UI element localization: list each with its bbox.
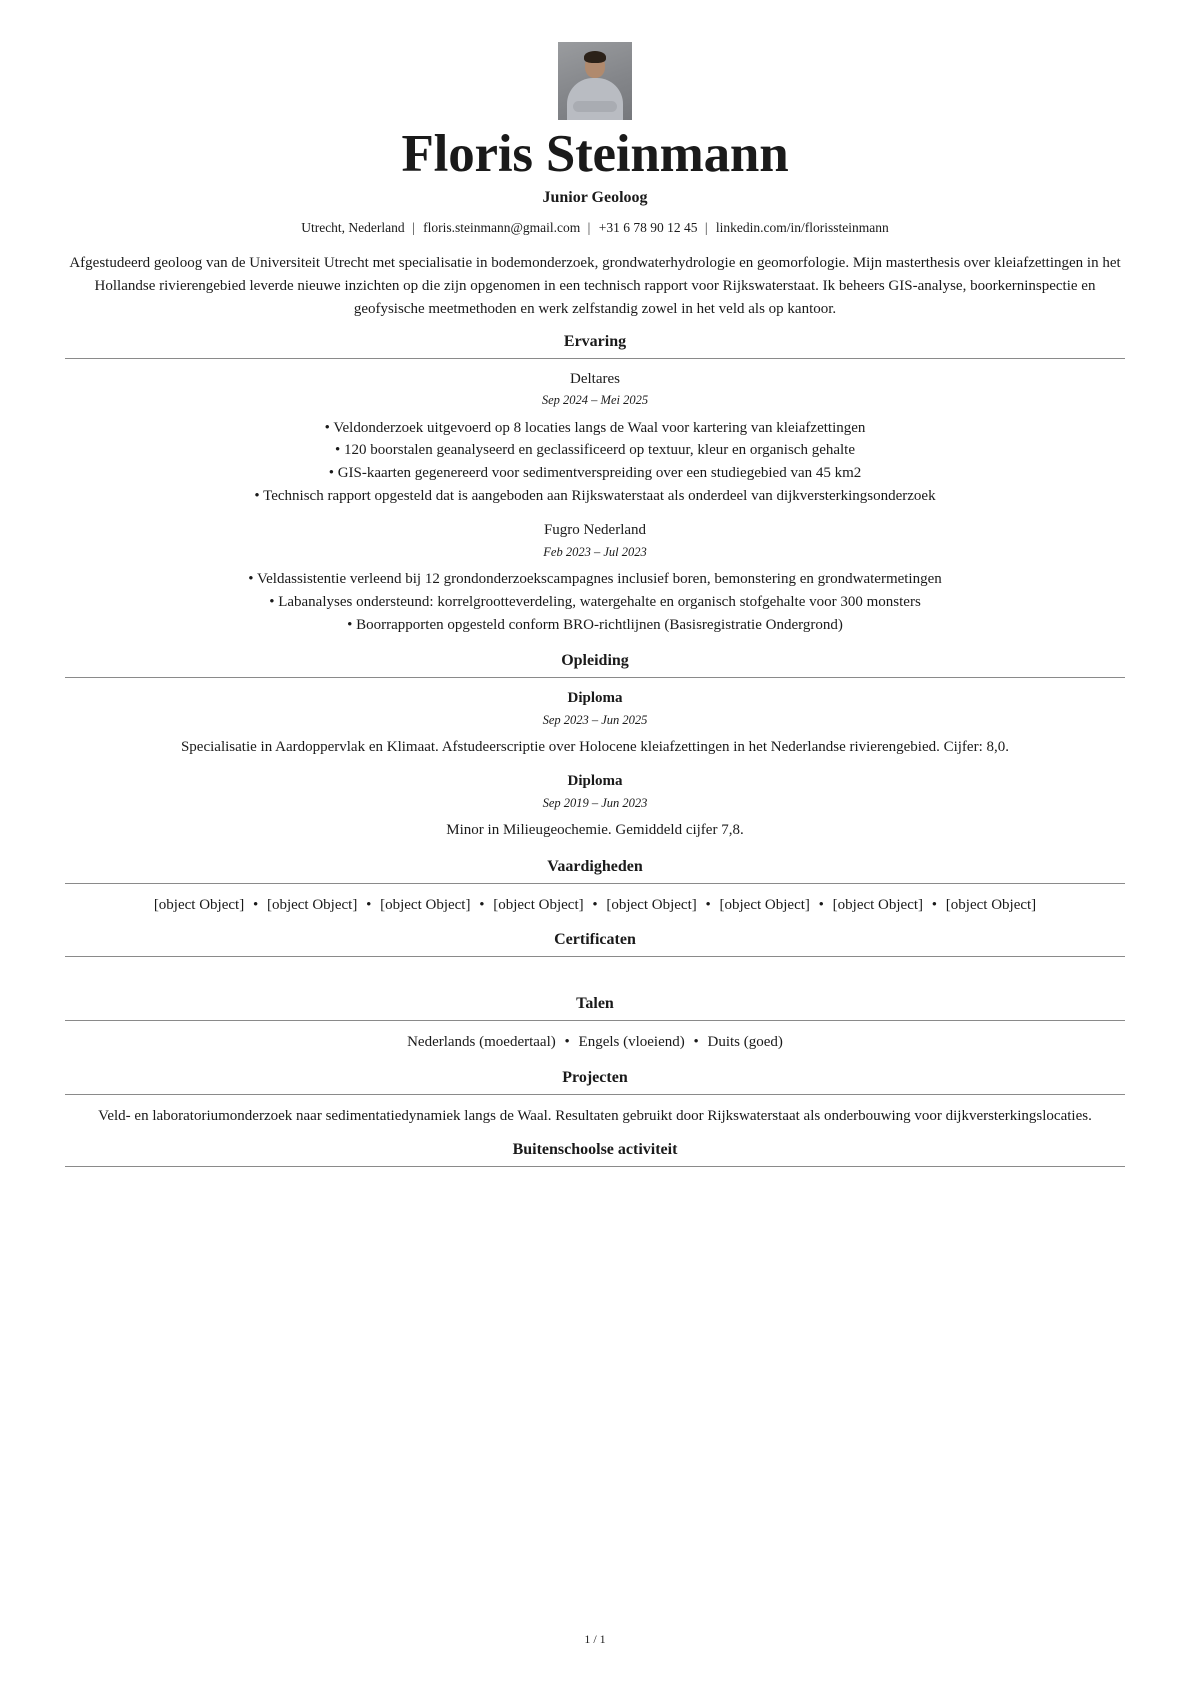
bullet-item: • Labanalyses ondersteund: korrelgrootteverdeling, watergehalte en organisch stofgehalte voor 300 monsters [269,593,921,610]
experience-bullets [65,568,1125,636]
contact-separator: | [587,220,591,236]
section-divider [65,1166,1125,1167]
section-languages [65,995,1125,1056]
experience-entry [65,369,1125,508]
project-description: Veld- en laboratoriumonderzoek naar sedimentatiedynamiek langs de Waal. Resultaten gebruikt door Rijkswaterstaat als onderbouwing voor dijkversterkingslocaties. [98,1107,1092,1124]
photo-torso [567,78,623,120]
education-entries [65,688,1125,846]
section-heading-skills: Vaardigheden [547,858,643,876]
profile-summary: Afgestudeerd geoloog van de Universiteit Utrecht met specialisatie in bodemonderzoek, grondwaterhydrologie en geomorfologie. Mijn masterthesis over kleiafzettingen in het Hollandse rivierengebied leverde nieuwe inzichten op die zijn opgenomen in een technisch rapport voor Rijkswaterstaat. Ik beheers GIS-analyse, boorkerninspectie en geofysische meetmethoden en werk zelfstandig zowel in het veld als op kantoor. [69,255,1121,317]
contact-location: Utrecht, Nederland [301,220,405,236]
education-dates: Sep 2019 – Jun 2023 [542,796,648,811]
list-separator: • [705,897,711,914]
education-degree: Diploma [567,773,623,790]
section-heading-education: Opleiding [561,652,629,670]
experience-organization: Fugro Nederland [543,521,647,538]
education-description: Minor in Milieugeochemie. Gemiddeld cijfer 7,8. [446,822,744,839]
education-description: Specialisatie in Aardoppervlak en Klimaat. Afstudeerscriptie over Holocene kleiafzettingen in het Nederlandse rivierengebied. Cijfer: 8,0. [180,739,1010,756]
skill-item: [object Object] [493,897,584,914]
section-divider [65,883,1125,884]
section-heading-certificates: Certificaten [554,931,636,949]
photo-arms [573,101,617,112]
profile-photo-wrapper [65,42,1125,120]
photo-hair [584,51,606,63]
certificates-body [65,967,1125,983]
section-skills [65,858,1125,919]
language-item: Engels (vloeiend) [578,1034,685,1051]
experience-dates: Feb 2023 – Jul 2023 [543,544,647,559]
bullet-item: • 120 boorstalen geanalyseerd en geclassificeerd op textuur, kleur en organisch gehalte [334,442,855,459]
resume-content [65,42,1125,1193]
skill-item: [object Object] [832,897,924,914]
section-experience [65,333,1125,641]
skills-list [65,894,1125,917]
list-separator: • [592,897,598,914]
page-footer: 1 / 1 [584,1632,606,1646]
experience-bullets [65,417,1125,508]
section-heading-projects: Projecten [562,1068,628,1086]
profile-photo [558,42,632,120]
skill-item: [object Object] [153,897,245,914]
section-divider [65,677,1125,678]
section-extracurricular [65,1141,1125,1193]
education-dates: Sep 2023 – Jun 2025 [542,713,648,728]
bullet-item: • Technisch rapport opgesteld dat is aangeboden aan Rijkswaterstaat als onderdeel van dijkversterkingsonderzoek [254,488,936,505]
section-projects [65,1069,1125,1130]
contact-line [65,219,1125,238]
skill-item: [object Object] [719,897,810,914]
education-degree: Diploma [567,690,623,707]
language-item: Duits (goed) [707,1034,783,1051]
section-divider [65,358,1125,359]
contact-email[interactable]: floris.steinmann@gmail.com [423,220,581,236]
section-education [65,652,1125,846]
contact-linkedin[interactable]: linkedin.com/in/florissteinmann [715,220,889,236]
section-heading-experience: Ervaring [563,332,627,350]
skill-item: [object Object] [266,897,358,914]
skill-item: [object Object] [606,897,697,914]
projects-body [65,1105,1125,1130]
section-divider [65,1020,1125,1021]
experience-dates: Sep 2024 – Mei 2025 [541,393,649,408]
list-separator: • [479,897,485,914]
contact-separator: | [704,220,708,236]
languages-list [65,1031,1125,1054]
section-divider [65,956,1125,957]
list-separator: • [693,1034,699,1051]
bullet-item: • Boorrapporten opgesteld conform BRO-richtlijnen (Basisregistratie Ondergrond) [347,616,843,633]
section-heading-extracurricular: Buitenschoolse activiteit [512,1141,678,1159]
list-separator: • [931,897,938,914]
contact-separator: | [412,220,415,236]
languages-body [65,1031,1125,1056]
education-entry [65,688,1125,759]
section-divider [65,1094,1125,1095]
section-certificates [65,931,1125,983]
list-separator: • [366,897,372,914]
experience-organization: Deltares [570,370,620,387]
experience-entries [65,369,1125,641]
section-heading-languages: Talen [576,995,614,1013]
job-title: Junior Geoloog [542,189,648,207]
bullet-item: • GIS-kaarten gegenereerd voor sedimentverspreiding over een studiegebied van 45 km2 [328,465,862,482]
bullet-item: • Veldonderzoek uitgevoerd op 8 locaties langs de Waal voor kartering van kleiafzettingen [324,419,866,436]
extracurricular-body [65,1177,1125,1193]
experience-entry [65,520,1125,637]
list-separator: • [818,897,824,914]
contact-phone[interactable]: +31 6 78 90 12 45 [598,220,698,236]
page-title: Floris Steinmann [401,125,789,183]
education-entry [65,771,1125,842]
skill-item: [object Object] [945,897,1037,914]
bullet-item: • Veldassistentie verleend bij 12 grondonderzoekscampagnes inclusief boren, bemonstering en grondwatermetingen [248,570,942,587]
skills-body [65,894,1125,919]
language-item: Nederlands (moedertaal) [407,1034,556,1051]
list-separator: • [564,1034,570,1051]
list-separator: • [252,897,259,914]
skill-item: [object Object] [380,897,471,914]
